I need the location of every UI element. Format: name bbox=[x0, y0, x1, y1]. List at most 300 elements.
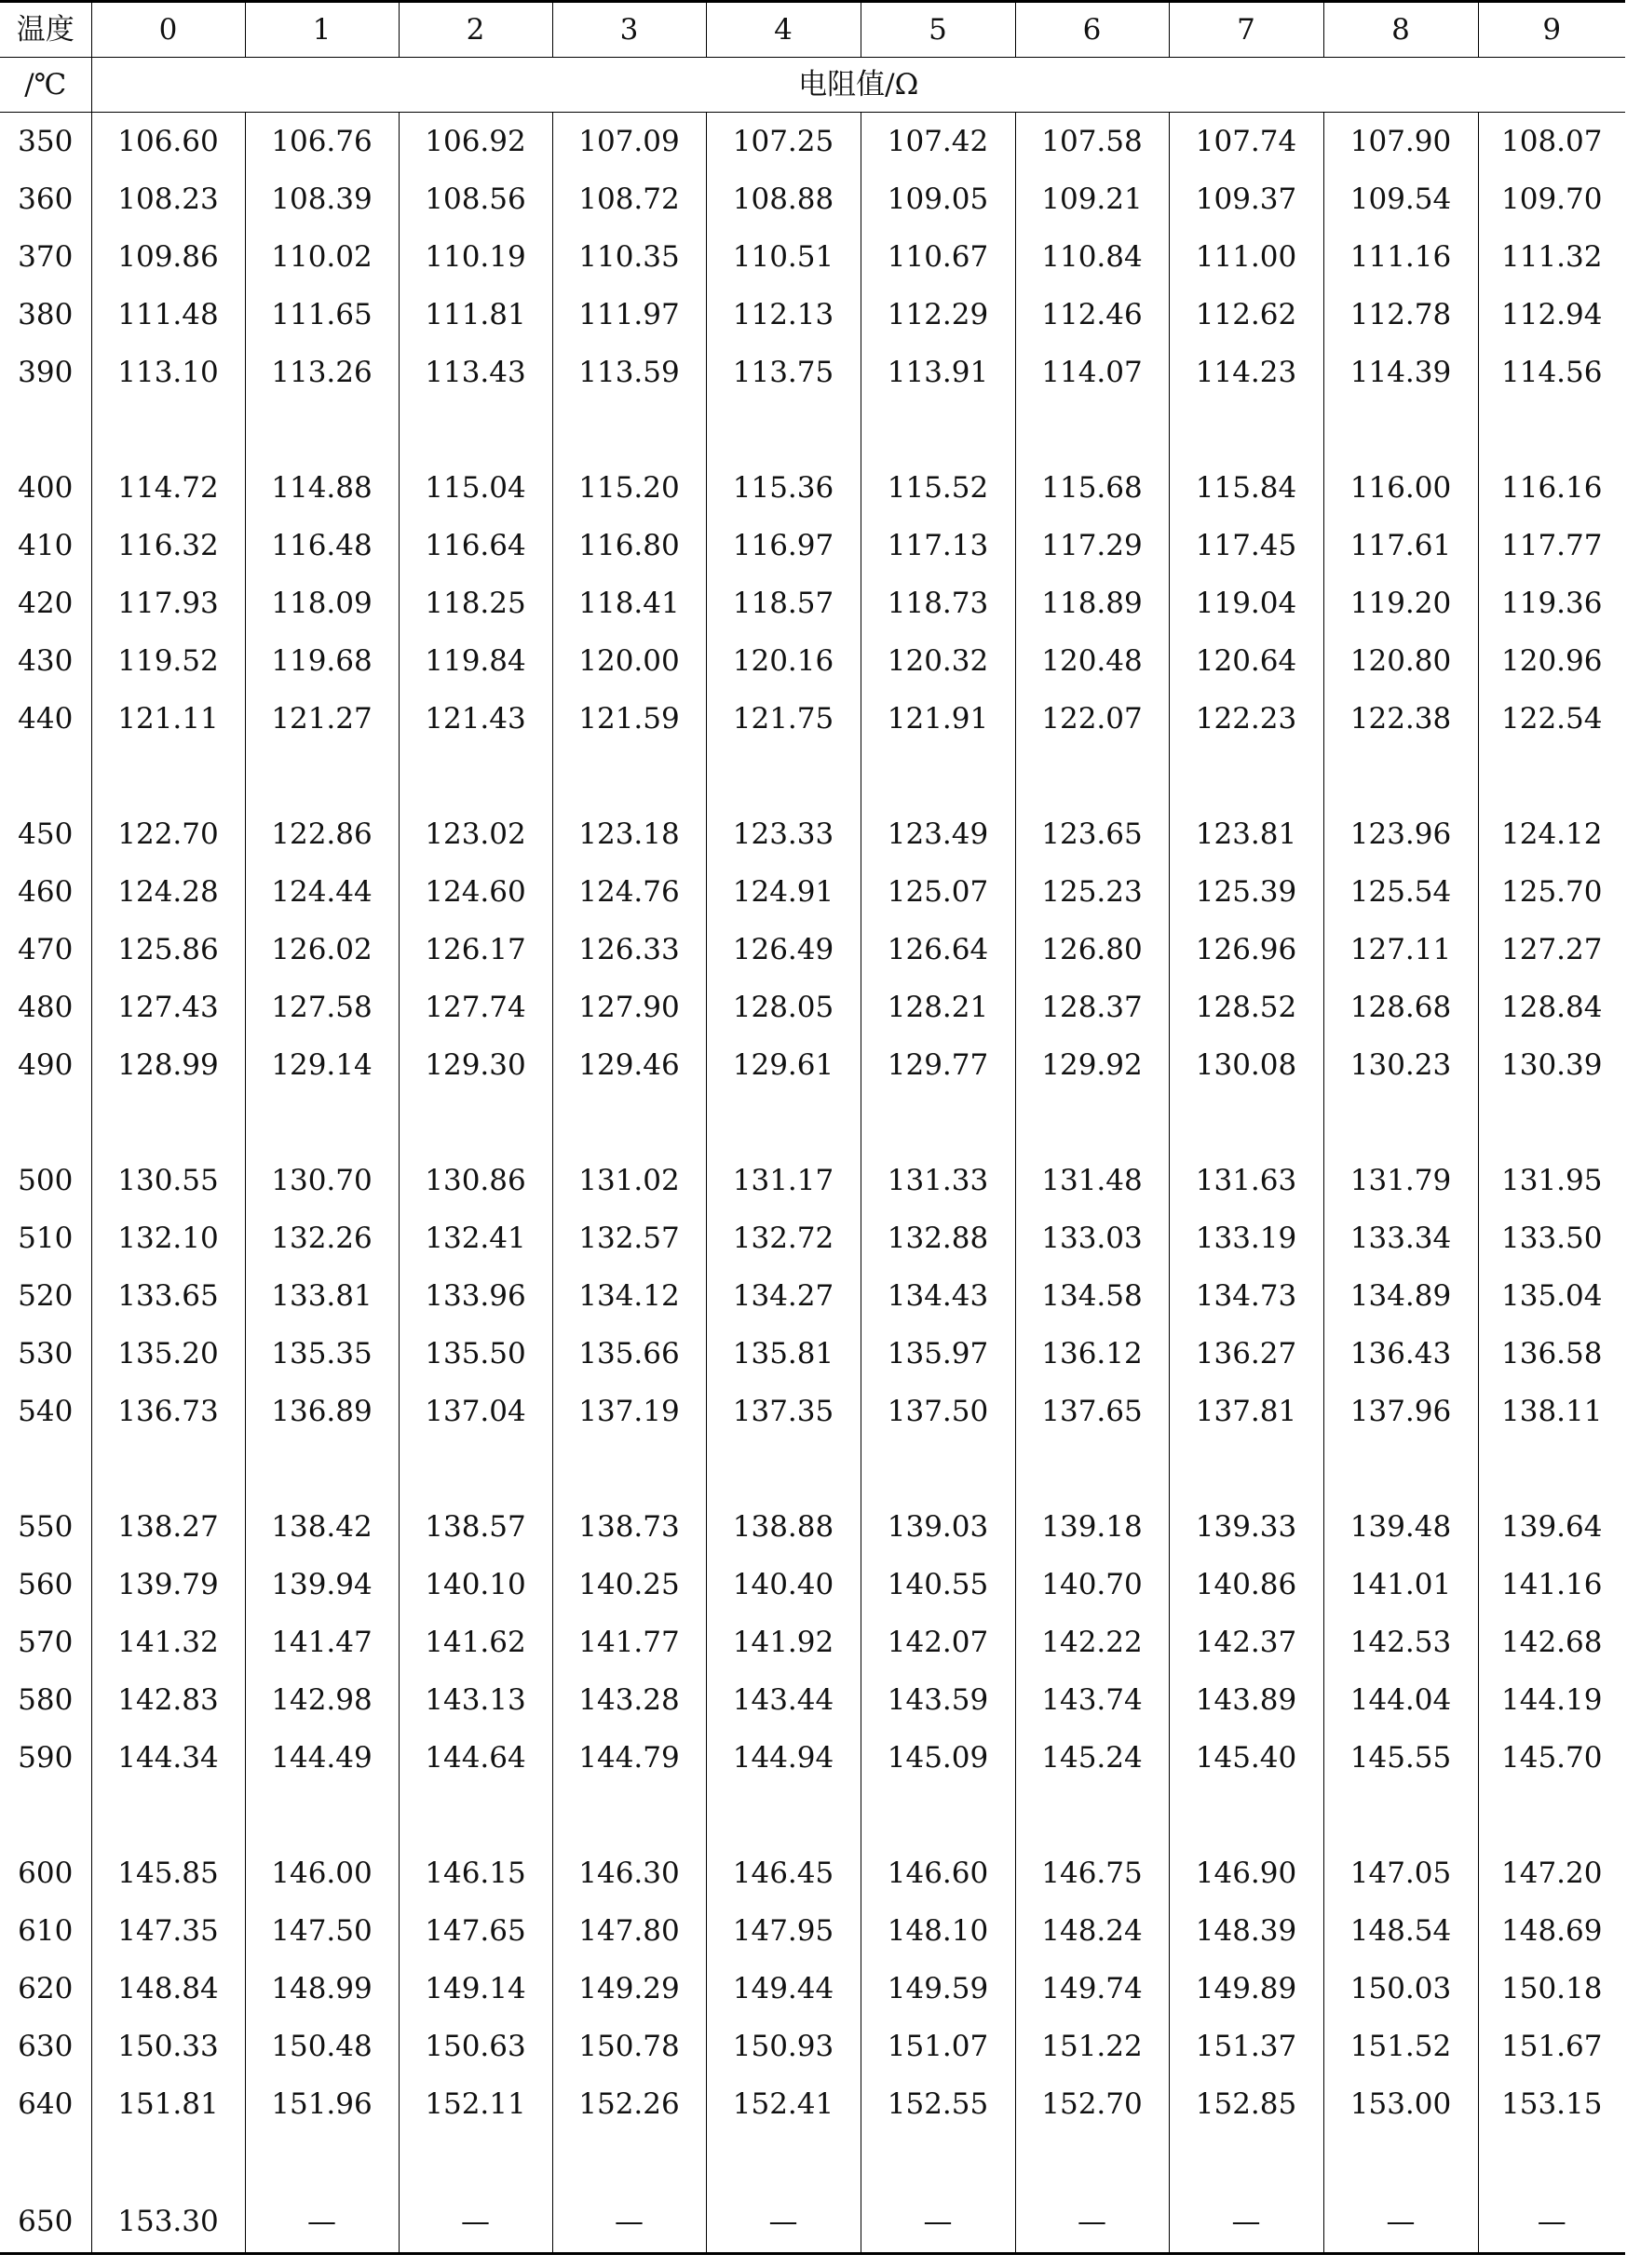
spacer-cell bbox=[552, 1787, 706, 1844]
table-row bbox=[0, 228, 1625, 286]
resistance-cell: 114.56 bbox=[1478, 344, 1625, 401]
resistance-cell: — bbox=[399, 2191, 552, 2254]
resistance-cell: 129.92 bbox=[1015, 1036, 1169, 1094]
digit-column-header: 0 bbox=[91, 2, 245, 58]
group-spacer-row bbox=[0, 401, 1625, 459]
resistance-cell: 136.73 bbox=[91, 1383, 245, 1440]
header-row-unit bbox=[0, 58, 1625, 113]
spacer-cell bbox=[1015, 1094, 1169, 1152]
digit-column-header: 5 bbox=[861, 2, 1015, 58]
spacer-cell bbox=[0, 401, 91, 459]
temperature-cell: 570 bbox=[18, 1625, 74, 1659]
resistance-cell: 117.45 bbox=[1169, 517, 1323, 574]
spacer-cell bbox=[0, 1440, 91, 1498]
resistance-cell: 126.80 bbox=[1015, 921, 1169, 979]
resistance-cell: 147.65 bbox=[399, 1902, 552, 1960]
resistance-cell: 149.74 bbox=[1015, 1960, 1169, 2018]
resistance-cell: 125.07 bbox=[861, 863, 1015, 921]
resistance-cell: 147.80 bbox=[552, 1902, 706, 1960]
resistance-cell: 137.19 bbox=[552, 1383, 706, 1440]
resistance-cell: 131.79 bbox=[1323, 1152, 1478, 1209]
resistance-cell: 133.03 bbox=[1015, 1209, 1169, 1267]
temperature-cell: 370 bbox=[18, 239, 74, 274]
resistance-cell: 137.04 bbox=[399, 1383, 552, 1440]
resistance-cell: 109.21 bbox=[1015, 170, 1169, 228]
resistance-cell: 134.43 bbox=[861, 1267, 1015, 1325]
resistance-cell: 119.20 bbox=[1323, 574, 1478, 632]
resistance-cell: 145.09 bbox=[861, 1729, 1015, 1787]
resistance-cell: 139.33 bbox=[1169, 1498, 1323, 1556]
resistance-unit-label: 电阻值/Ω bbox=[91, 58, 1625, 113]
table-row bbox=[0, 1152, 1625, 1209]
resistance-cell: 143.74 bbox=[1015, 1671, 1169, 1729]
resistance-cell: 119.84 bbox=[399, 632, 552, 690]
resistance-cell: 113.91 bbox=[861, 344, 1015, 401]
resistance-cell: 133.50 bbox=[1478, 1209, 1625, 1267]
resistance-cell: 146.90 bbox=[1169, 1844, 1323, 1902]
resistance-cell: 141.92 bbox=[706, 1613, 861, 1671]
resistance-cell: 134.73 bbox=[1169, 1267, 1323, 1325]
spacer-cell bbox=[1169, 1787, 1323, 1844]
spacer-cell bbox=[1478, 1094, 1625, 1152]
table-row bbox=[0, 1036, 1625, 1094]
resistance-cell: 120.00 bbox=[552, 632, 706, 690]
resistance-cell: 145.85 bbox=[91, 1844, 245, 1902]
resistance-cell: 121.91 bbox=[861, 690, 1015, 748]
resistance-cell: 132.57 bbox=[552, 1209, 706, 1267]
resistance-cell: 127.27 bbox=[1478, 921, 1625, 979]
spacer-cell bbox=[0, 2133, 91, 2191]
spacer-cell bbox=[399, 2133, 552, 2191]
group-spacer-row bbox=[0, 1787, 1625, 1844]
resistance-cell: 140.86 bbox=[1169, 1556, 1323, 1613]
resistance-cell: 107.58 bbox=[1015, 113, 1169, 171]
resistance-cell: 144.04 bbox=[1323, 1671, 1478, 1729]
temperature-cell: 510 bbox=[18, 1221, 74, 1255]
resistance-cell: 152.26 bbox=[552, 2075, 706, 2133]
resistance-cell: 127.90 bbox=[552, 979, 706, 1036]
resistance-cell: 146.75 bbox=[1015, 1844, 1169, 1902]
resistance-cell: 136.58 bbox=[1478, 1325, 1625, 1383]
resistance-cell: 108.23 bbox=[91, 170, 245, 228]
spacer-cell bbox=[706, 401, 861, 459]
table-row bbox=[0, 1960, 1625, 2018]
resistance-cell: 114.23 bbox=[1169, 344, 1323, 401]
temperature-cell: 450 bbox=[18, 817, 74, 851]
resistance-cell: 129.14 bbox=[245, 1036, 399, 1094]
spacer-cell bbox=[91, 401, 245, 459]
resistance-cell: 148.39 bbox=[1169, 1902, 1323, 1960]
spacer-cell bbox=[1015, 401, 1169, 459]
resistance-cell: 150.18 bbox=[1478, 1960, 1625, 2018]
table-row bbox=[0, 459, 1625, 517]
resistance-cell: 135.20 bbox=[91, 1325, 245, 1383]
resistance-cell: 144.94 bbox=[706, 1729, 861, 1787]
resistance-cell: 147.95 bbox=[706, 1902, 861, 1960]
resistance-cell: 134.27 bbox=[706, 1267, 861, 1325]
digit-column-header: 2 bbox=[399, 2, 552, 58]
resistance-cell: 147.05 bbox=[1323, 1844, 1478, 1902]
resistance-cell: 152.55 bbox=[861, 2075, 1015, 2133]
resistance-cell: 140.40 bbox=[706, 1556, 861, 1613]
resistance-cell: 150.93 bbox=[706, 2018, 861, 2075]
resistance-cell: 126.33 bbox=[552, 921, 706, 979]
resistance-cell: 116.97 bbox=[706, 517, 861, 574]
temperature-cell: 520 bbox=[18, 1278, 74, 1313]
temperature-header-label: 温度 bbox=[0, 2, 91, 58]
resistance-cell: 113.75 bbox=[706, 344, 861, 401]
resistance-cell: 120.96 bbox=[1478, 632, 1625, 690]
resistance-cell: 109.54 bbox=[1323, 170, 1478, 228]
resistance-cell: 130.08 bbox=[1169, 1036, 1323, 1094]
resistance-cell: 145.24 bbox=[1015, 1729, 1169, 1787]
resistance-cell: 151.81 bbox=[91, 2075, 245, 2133]
resistance-cell: 130.70 bbox=[245, 1152, 399, 1209]
temperature-cell: 410 bbox=[18, 528, 74, 562]
table-row bbox=[0, 1613, 1625, 1671]
temperature-cell: 610 bbox=[18, 1913, 74, 1948]
spacer-cell bbox=[1169, 401, 1323, 459]
resistance-cell: 150.48 bbox=[245, 2018, 399, 2075]
resistance-cell: — bbox=[1478, 2191, 1625, 2254]
resistance-cell: 140.25 bbox=[552, 1556, 706, 1613]
table-row bbox=[0, 1267, 1625, 1325]
resistance-cell: 133.34 bbox=[1323, 1209, 1478, 1267]
digit-column-header: 4 bbox=[706, 2, 861, 58]
spacer-cell bbox=[1169, 2133, 1323, 2191]
table-row bbox=[0, 2075, 1625, 2133]
resistance-cell: 111.97 bbox=[552, 286, 706, 344]
resistance-cell: 124.12 bbox=[1478, 805, 1625, 863]
resistance-cell: 151.37 bbox=[1169, 2018, 1323, 2075]
digit-column-header: 1 bbox=[245, 2, 399, 58]
resistance-cell: 111.32 bbox=[1478, 228, 1625, 286]
spacer-cell bbox=[552, 748, 706, 805]
resistance-cell: 122.23 bbox=[1169, 690, 1323, 748]
resistance-cell: 115.20 bbox=[552, 459, 706, 517]
resistance-cell: 153.00 bbox=[1323, 2075, 1478, 2133]
resistance-cell: 139.03 bbox=[861, 1498, 1015, 1556]
spacer-cell bbox=[861, 2133, 1015, 2191]
resistance-cell: 144.49 bbox=[245, 1729, 399, 1787]
resistance-cell: 126.49 bbox=[706, 921, 861, 979]
resistance-cell: 128.37 bbox=[1015, 979, 1169, 1036]
resistance-cell: 152.41 bbox=[706, 2075, 861, 2133]
resistance-cell: 115.68 bbox=[1015, 459, 1169, 517]
spacer-cell bbox=[91, 748, 245, 805]
resistance-cell: 108.39 bbox=[245, 170, 399, 228]
resistance-cell: 127.11 bbox=[1323, 921, 1478, 979]
resistance-cell: 123.96 bbox=[1323, 805, 1478, 863]
temperature-cell: 630 bbox=[18, 2029, 74, 2063]
resistance-cell: 128.21 bbox=[861, 979, 1015, 1036]
resistance-cell: 151.07 bbox=[861, 2018, 1015, 2075]
temperature-cell: 530 bbox=[18, 1336, 74, 1370]
temperature-cell: 560 bbox=[18, 1567, 74, 1601]
table-row bbox=[0, 1729, 1625, 1787]
temperature-cell: 600 bbox=[18, 1856, 74, 1890]
resistance-cell: 119.04 bbox=[1169, 574, 1323, 632]
resistance-cell: 149.29 bbox=[552, 1960, 706, 2018]
temperature-cell: 540 bbox=[18, 1394, 74, 1428]
resistance-cell: 116.48 bbox=[245, 517, 399, 574]
resistance-cell: 117.93 bbox=[91, 574, 245, 632]
digit-column-header: 3 bbox=[552, 2, 706, 58]
resistance-cell: 138.88 bbox=[706, 1498, 861, 1556]
resistance-cell: 129.77 bbox=[861, 1036, 1015, 1094]
resistance-cell: 137.50 bbox=[861, 1383, 1015, 1440]
resistance-cell: 135.66 bbox=[552, 1325, 706, 1383]
resistance-cell: 151.22 bbox=[1015, 2018, 1169, 2075]
resistance-cell: 114.72 bbox=[91, 459, 245, 517]
resistance-cell: 115.52 bbox=[861, 459, 1015, 517]
resistance-cell: 134.12 bbox=[552, 1267, 706, 1325]
resistance-cell: 151.96 bbox=[245, 2075, 399, 2133]
spacer-cell bbox=[552, 1094, 706, 1152]
temperature-cell: 420 bbox=[18, 586, 74, 620]
resistance-cell: 125.39 bbox=[1169, 863, 1323, 921]
table-row bbox=[0, 1325, 1625, 1383]
spacer-cell bbox=[1169, 1440, 1323, 1498]
resistance-cell: 110.67 bbox=[861, 228, 1015, 286]
table-row bbox=[0, 286, 1625, 344]
resistance-cell: 141.01 bbox=[1323, 1556, 1478, 1613]
resistance-cell: 119.52 bbox=[91, 632, 245, 690]
resistance-cell: 134.58 bbox=[1015, 1267, 1169, 1325]
resistance-cell: 112.62 bbox=[1169, 286, 1323, 344]
resistance-cell: 108.56 bbox=[399, 170, 552, 228]
resistance-cell: 153.15 bbox=[1478, 2075, 1625, 2133]
resistance-cell: 148.10 bbox=[861, 1902, 1015, 1960]
resistance-cell: 151.67 bbox=[1478, 2018, 1625, 2075]
digit-column-header: 9 bbox=[1478, 2, 1625, 58]
resistance-cell: 119.36 bbox=[1478, 574, 1625, 632]
resistance-cell: 143.89 bbox=[1169, 1671, 1323, 1729]
spacer-cell bbox=[1015, 1440, 1169, 1498]
resistance-cell: 107.74 bbox=[1169, 113, 1323, 171]
resistance-cell: 124.28 bbox=[91, 863, 245, 921]
resistance-cell: 148.69 bbox=[1478, 1902, 1625, 1960]
resistance-cell: 144.19 bbox=[1478, 1671, 1625, 1729]
resistance-cell: 112.13 bbox=[706, 286, 861, 344]
group-spacer-row bbox=[0, 1440, 1625, 1498]
spacer-cell bbox=[399, 1440, 552, 1498]
spacer-cell bbox=[1478, 401, 1625, 459]
resistance-cell: 135.97 bbox=[861, 1325, 1015, 1383]
table-row bbox=[0, 1902, 1625, 1960]
resistance-cell: 111.65 bbox=[245, 286, 399, 344]
temperature-cell: 620 bbox=[18, 1971, 74, 2005]
resistance-cell: 153.30 bbox=[91, 2191, 245, 2254]
spacer-cell bbox=[1015, 2133, 1169, 2191]
resistance-cell: 118.89 bbox=[1015, 574, 1169, 632]
temperature-cell: 640 bbox=[18, 2086, 74, 2121]
resistance-cell: 120.48 bbox=[1015, 632, 1169, 690]
spacer-cell bbox=[861, 1094, 1015, 1152]
resistance-cell: 141.16 bbox=[1478, 1556, 1625, 1613]
resistance-cell: 108.07 bbox=[1478, 113, 1625, 171]
resistance-cell: 139.48 bbox=[1323, 1498, 1478, 1556]
spacer-cell bbox=[861, 401, 1015, 459]
table-row bbox=[0, 1844, 1625, 1902]
temperature-cell: 470 bbox=[18, 932, 74, 966]
resistance-cell: 137.35 bbox=[706, 1383, 861, 1440]
resistance-cell: 129.46 bbox=[552, 1036, 706, 1094]
resistance-cell: 111.16 bbox=[1323, 228, 1478, 286]
resistance-cell: 148.99 bbox=[245, 1960, 399, 2018]
spacer-cell bbox=[552, 401, 706, 459]
spacer-cell bbox=[0, 1787, 91, 1844]
resistance-cell: 141.77 bbox=[552, 1613, 706, 1671]
resistance-cell: 117.77 bbox=[1478, 517, 1625, 574]
resistance-cell: 135.35 bbox=[245, 1325, 399, 1383]
resistance-cell: — bbox=[1015, 2191, 1169, 2254]
resistance-cell: 142.22 bbox=[1015, 1613, 1169, 1671]
resistance-cell: 114.88 bbox=[245, 459, 399, 517]
resistance-cell: 142.07 bbox=[861, 1613, 1015, 1671]
resistance-cell: 116.16 bbox=[1478, 459, 1625, 517]
resistance-cell: 106.76 bbox=[245, 113, 399, 171]
spacer-cell bbox=[1323, 748, 1478, 805]
resistance-cell: 117.61 bbox=[1323, 517, 1478, 574]
resistance-cell: 142.53 bbox=[1323, 1613, 1478, 1671]
table-row bbox=[0, 632, 1625, 690]
resistance-cell: 131.02 bbox=[552, 1152, 706, 1209]
resistance-cell: 131.17 bbox=[706, 1152, 861, 1209]
resistance-cell: 121.59 bbox=[552, 690, 706, 748]
resistance-cell: 113.26 bbox=[245, 344, 399, 401]
resistance-cell: 146.60 bbox=[861, 1844, 1015, 1902]
temperature-cell: 430 bbox=[18, 643, 74, 678]
resistance-cell: 123.65 bbox=[1015, 805, 1169, 863]
resistance-cell: 127.43 bbox=[91, 979, 245, 1036]
resistance-cell: 113.43 bbox=[399, 344, 552, 401]
resistance-cell: 143.44 bbox=[706, 1671, 861, 1729]
resistance-cell: 123.81 bbox=[1169, 805, 1323, 863]
resistance-cell: 128.99 bbox=[91, 1036, 245, 1094]
resistance-cell: 119.68 bbox=[245, 632, 399, 690]
resistance-cell: 142.83 bbox=[91, 1671, 245, 1729]
spacer-cell bbox=[0, 748, 91, 805]
resistance-cell: 130.86 bbox=[399, 1152, 552, 1209]
resistance-cell: 109.37 bbox=[1169, 170, 1323, 228]
spacer-cell bbox=[399, 401, 552, 459]
resistance-cell: 123.02 bbox=[399, 805, 552, 863]
spacer-cell bbox=[706, 1440, 861, 1498]
resistance-cell: 146.30 bbox=[552, 1844, 706, 1902]
spacer-cell bbox=[245, 748, 399, 805]
resistance-cell: 147.20 bbox=[1478, 1844, 1625, 1902]
resistance-cell: 141.32 bbox=[91, 1613, 245, 1671]
spacer-cell bbox=[1169, 748, 1323, 805]
spacer-cell bbox=[399, 1787, 552, 1844]
digit-column-header: 8 bbox=[1323, 2, 1478, 58]
resistance-cell: 128.05 bbox=[706, 979, 861, 1036]
resistance-cell: 131.63 bbox=[1169, 1152, 1323, 1209]
resistance-cell: 137.65 bbox=[1015, 1383, 1169, 1440]
resistance-cell: 124.44 bbox=[245, 863, 399, 921]
spacer-cell bbox=[1323, 1094, 1478, 1152]
spacer-cell bbox=[91, 1440, 245, 1498]
table-row bbox=[0, 979, 1625, 1036]
resistance-cell: 129.61 bbox=[706, 1036, 861, 1094]
resistance-cell: — bbox=[706, 2191, 861, 2254]
resistance-cell: 107.09 bbox=[552, 113, 706, 171]
spacer-cell bbox=[399, 748, 552, 805]
spacer-cell bbox=[91, 2133, 245, 2191]
resistance-cell: 126.64 bbox=[861, 921, 1015, 979]
resistance-cell: 146.15 bbox=[399, 1844, 552, 1902]
table-row bbox=[0, 344, 1625, 401]
resistance-cell: 138.11 bbox=[1478, 1383, 1625, 1440]
resistance-cell: — bbox=[861, 2191, 1015, 2254]
resistance-cell: 152.85 bbox=[1169, 2075, 1323, 2133]
resistance-cell: 152.11 bbox=[399, 2075, 552, 2133]
spacer-cell bbox=[91, 1787, 245, 1844]
resistance-cell: 122.70 bbox=[91, 805, 245, 863]
resistance-cell: 132.10 bbox=[91, 1209, 245, 1267]
resistance-cell: 127.58 bbox=[245, 979, 399, 1036]
resistance-cell: 143.59 bbox=[861, 1671, 1015, 1729]
resistance-cell: 146.00 bbox=[245, 1844, 399, 1902]
spacer-cell bbox=[1323, 2133, 1478, 2191]
resistance-cell: 149.89 bbox=[1169, 1960, 1323, 2018]
resistance-cell: — bbox=[245, 2191, 399, 2254]
table-row bbox=[0, 1556, 1625, 1613]
resistance-cell: 144.64 bbox=[399, 1729, 552, 1787]
resistance-cell: 130.23 bbox=[1323, 1036, 1478, 1094]
resistance-cell: 143.13 bbox=[399, 1671, 552, 1729]
resistance-cell: 137.96 bbox=[1323, 1383, 1478, 1440]
resistance-cell: 122.07 bbox=[1015, 690, 1169, 748]
resistance-cell: 110.84 bbox=[1015, 228, 1169, 286]
spacer-cell bbox=[1169, 1094, 1323, 1152]
resistance-cell: 106.60 bbox=[91, 113, 245, 171]
temperature-unit-label: /℃ bbox=[0, 58, 91, 113]
resistance-cell: 142.68 bbox=[1478, 1613, 1625, 1671]
resistance-cell: 109.70 bbox=[1478, 170, 1625, 228]
resistance-cell: 132.72 bbox=[706, 1209, 861, 1267]
spacer-cell bbox=[1323, 401, 1478, 459]
resistance-cell: — bbox=[552, 2191, 706, 2254]
resistance-cell: 129.30 bbox=[399, 1036, 552, 1094]
resistance-cell: 112.29 bbox=[861, 286, 1015, 344]
resistance-cell: 152.70 bbox=[1015, 2075, 1169, 2133]
temperature-cell: 380 bbox=[18, 297, 74, 331]
table-row bbox=[0, 805, 1625, 863]
resistance-cell: 111.48 bbox=[91, 286, 245, 344]
resistance-cell: 145.70 bbox=[1478, 1729, 1625, 1787]
resistance-cell: 122.86 bbox=[245, 805, 399, 863]
table-row bbox=[0, 574, 1625, 632]
group-spacer-row bbox=[0, 748, 1625, 805]
table-row bbox=[0, 170, 1625, 228]
resistance-cell: — bbox=[1169, 2191, 1323, 2254]
temperature-cell: 440 bbox=[18, 701, 74, 736]
resistance-cell: 120.80 bbox=[1323, 632, 1478, 690]
resistance-cell: 121.11 bbox=[91, 690, 245, 748]
resistance-cell: 125.23 bbox=[1015, 863, 1169, 921]
resistance-cell: 117.29 bbox=[1015, 517, 1169, 574]
resistance-cell: 118.25 bbox=[399, 574, 552, 632]
resistance-cell: 128.68 bbox=[1323, 979, 1478, 1036]
resistance-cell: 115.04 bbox=[399, 459, 552, 517]
temperature-cell: 350 bbox=[18, 124, 74, 158]
resistance-cell: 114.07 bbox=[1015, 344, 1169, 401]
temperature-cell: 390 bbox=[18, 355, 74, 389]
table-row bbox=[0, 690, 1625, 748]
resistance-cell: 125.70 bbox=[1478, 863, 1625, 921]
